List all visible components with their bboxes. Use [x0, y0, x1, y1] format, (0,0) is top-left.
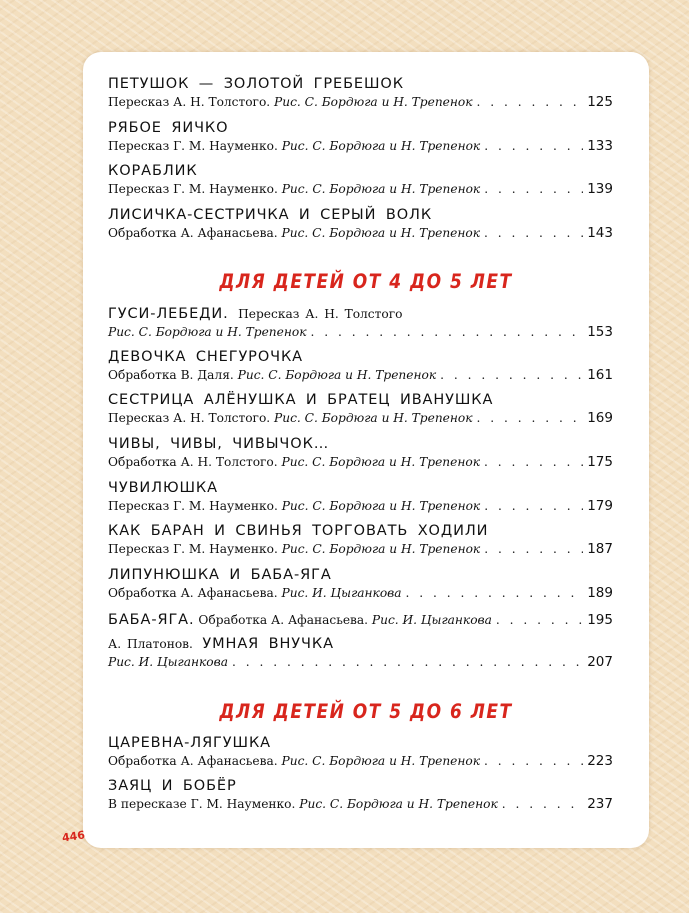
entry-title: ЛИПУНЮШКА И БАБА-ЯГА	[108, 567, 332, 583]
entry-page: 207	[587, 654, 613, 670]
entry-title: ГУСИ-ЛЕБЕДИ.	[108, 306, 229, 322]
entry-page: 143	[587, 225, 613, 241]
leader-dots	[484, 497, 583, 515]
entry-credit: Обработка А. Афанасьева.	[108, 754, 278, 768]
entry-art: Рис. И. Цыганкова	[108, 655, 228, 669]
leader-dots	[496, 610, 583, 630]
entry-credit-row	[108, 497, 613, 515]
entry-credit: Пересказ Г. М. Науменко.	[108, 182, 278, 196]
entry-credit: Пересказ А. Н. Толстого	[238, 307, 403, 321]
entry-credit-row	[108, 137, 613, 155]
toc-entry	[108, 777, 613, 813]
entry-page: 139	[587, 181, 613, 197]
section-heading-4-5: ДЛЯ ДЕТЕЙ ОТ 4 ДО 5 ЛЕТ	[219, 270, 513, 294]
leader-dots	[477, 93, 584, 111]
entry-credit: Обработка В. Даля.	[108, 368, 234, 382]
entry-author: А. Платонов.	[108, 637, 193, 651]
entry-art: Рис. С. Бордюга и Н. Трепенок	[299, 797, 498, 811]
entry-page: 133	[587, 138, 613, 154]
toc-entry	[108, 435, 613, 471]
leader-dots	[484, 180, 583, 198]
entry-page: 179	[587, 498, 613, 514]
entry-art: Рис. С. Бордюга и Н. Трепенок	[281, 182, 481, 196]
entry-art: Рис. И. Цыганкова	[281, 586, 402, 600]
entry-art: Рис. С. Бордюга и Н. Трепенок	[108, 325, 307, 339]
entry-credit: Обработка А. Афанасьева.	[108, 226, 278, 240]
entry-credit: Пересказ А. Н. Толстого.	[108, 95, 271, 109]
toc-entry	[108, 522, 613, 558]
leader-dots	[440, 366, 583, 384]
entry-art: Рис. С. Бордюга и Н. Трепенок	[281, 226, 481, 240]
entry-credit: Пересказ Г. М. Науменко.	[108, 499, 278, 513]
toc-entry	[108, 162, 613, 198]
toc-entry	[108, 391, 613, 427]
entry-title: ПЕТУШОК — ЗОЛОТОЙ ГРЕБЕШОК	[108, 76, 404, 92]
entry-credit-row	[108, 610, 613, 630]
entry-title: ЦАРЕВНА-ЛЯГУШКА	[108, 735, 271, 751]
entry-title: РЯБОЕ ЯИЧКО	[108, 120, 229, 136]
entry-credit: Обработка А. Афанасьева.	[108, 586, 278, 600]
entry-page: 125	[587, 94, 613, 110]
entry-credit: Обработка А. Н. Толстого.	[108, 455, 278, 469]
section-heading-5-6: ДЛЯ ДЕТЕЙ ОТ 5 ДО 6 ЛЕТ	[219, 700, 513, 724]
entry-credit: Пересказ Г. М. Науменко.	[108, 542, 278, 556]
entry-title: ЧУВИЛЮШКА	[108, 480, 218, 496]
toc-entry	[108, 479, 613, 515]
entry-page: 237	[587, 796, 613, 812]
entry-title: БАБА-ЯГА.	[108, 612, 195, 628]
entry-credit-row	[108, 366, 613, 384]
leader-dots	[484, 540, 583, 558]
entry-credit: Пересказ Г. М. Науменко.	[108, 139, 278, 153]
toc-entry	[108, 635, 613, 671]
entry-credit: Пересказ А. Н. Толстого.	[108, 411, 271, 425]
entry-art: Рис. С. Бордюга и Н. Трепенок	[281, 499, 481, 513]
entry-page: 161	[587, 367, 613, 383]
entry-art: Рис. С. Бордюга и Н. Трепенок	[281, 542, 481, 556]
toc-entry	[108, 75, 613, 111]
toc-entry	[108, 734, 613, 770]
entry-credit: В пересказе Г. М. Науменко.	[108, 797, 296, 811]
entry-title: ЛИСИЧКА-СЕСТРИЧКА И СЕРЫЙ ВОЛК	[108, 207, 433, 223]
entry-title: КОРАБЛИК	[108, 163, 198, 179]
entry-art: Рис. С. Бордюга и Н. Трепенок	[281, 139, 481, 153]
toc-entry	[108, 206, 613, 242]
toc-entry	[108, 305, 613, 341]
entry-credit-row	[108, 323, 613, 341]
entry-title: ДЕВОЧКА СНЕГУРОЧКА	[108, 349, 303, 365]
entry-credit-row	[108, 795, 613, 813]
entry-credit-row	[108, 584, 613, 602]
entry-title: КАК БАРАН И СВИНЬЯ ТОРГОВАТЬ ХОДИЛИ	[108, 523, 489, 539]
leader-dots	[477, 409, 584, 427]
entry-title-row	[108, 635, 613, 653]
entry-credit-row	[108, 93, 613, 111]
entry-page: 223	[587, 753, 613, 769]
toc-entry	[108, 566, 613, 602]
entry-title: ЧИВЫ, ЧИВЫ, ЧИВЫЧОК…	[108, 436, 330, 452]
leader-dots	[232, 653, 583, 671]
entry-credit-row	[108, 224, 613, 242]
entry-credit-row	[108, 180, 613, 198]
entry-title: УМНАЯ ВНУЧКА	[202, 636, 334, 652]
entry-page: 169	[587, 410, 613, 426]
toc-entry	[108, 348, 613, 384]
leader-dots	[484, 752, 583, 770]
leader-dots	[406, 584, 584, 602]
entry-credit-row	[108, 752, 613, 770]
entry-art: Рис. С. Бордюга и Н. Трепенок	[281, 455, 481, 469]
entry-title-row	[108, 305, 613, 323]
toc-entry	[108, 610, 613, 630]
entry-page: 187	[587, 541, 613, 557]
entry-title: СЕСТРИЦА АЛЁНУШКА И БРАТЕЦ ИВАНУШКА	[108, 392, 494, 408]
entry-credit-row	[108, 653, 613, 671]
entry-art: Рис. С. Бордюга и Н. Трепенок	[281, 754, 481, 768]
entry-page: 195	[587, 612, 613, 628]
entry-page: 153	[587, 324, 613, 340]
entry-credit-row	[108, 453, 613, 471]
entry-art: Рис. С. Бордюга и Н. Трепенок	[237, 368, 437, 382]
page-number: 446	[61, 828, 86, 845]
entry-page: 189	[587, 585, 613, 601]
leader-dots	[311, 323, 584, 341]
entry-credit-row	[108, 540, 613, 558]
leader-dots	[484, 137, 583, 155]
entry-title: ЗАЯЦ И БОБЁР	[108, 778, 237, 794]
entry-credit: Обработка А. Афанасьева.	[198, 613, 369, 627]
entry-art: Рис. С. Бордюга и Н. Трепенок	[274, 411, 473, 425]
leader-dots	[484, 453, 583, 471]
entry-art: Рис. И. Цыганкова	[371, 613, 492, 627]
toc-entry	[108, 119, 613, 155]
entry-page: 175	[587, 454, 613, 470]
entry-art: Рис. С. Бордюга и Н. Трепенок	[274, 95, 473, 109]
entry-credit-row	[108, 409, 613, 427]
leader-dots	[484, 224, 583, 242]
leader-dots	[502, 795, 583, 813]
